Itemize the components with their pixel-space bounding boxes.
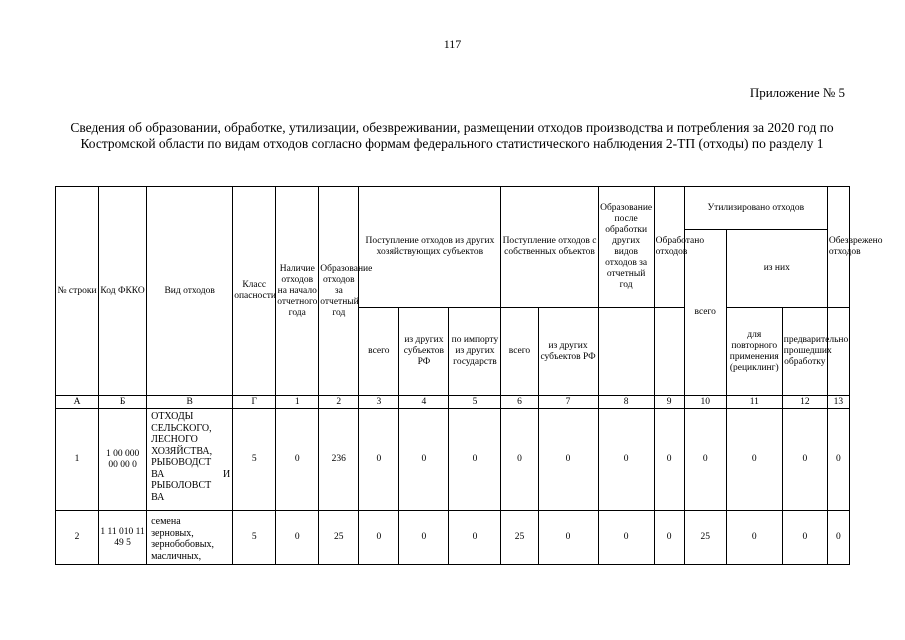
cell-value: 0 bbox=[726, 511, 782, 565]
waste-name-line: СЕЛЬСКОГО, bbox=[151, 422, 212, 434]
header-received-from-rf: из других субъектов РФ bbox=[399, 308, 449, 396]
hazard-class-value: 5 bbox=[233, 409, 276, 511]
cell-value: 0 bbox=[598, 511, 654, 565]
table-row bbox=[56, 511, 850, 565]
col-letter: 13 bbox=[827, 396, 849, 409]
header-blank-cell bbox=[598, 308, 654, 396]
waste-name-line: масличных, bbox=[151, 550, 202, 562]
col-letter: 3 bbox=[359, 396, 399, 409]
header-row-no: № строки bbox=[56, 187, 99, 396]
cell-value: 236 bbox=[319, 409, 359, 511]
waste-name-line: ЛЕСНОГО bbox=[151, 434, 198, 445]
cell-value: 0 bbox=[538, 409, 598, 511]
header-hazard-class: Класс опасности bbox=[233, 187, 276, 396]
table-row bbox=[56, 409, 850, 511]
col-letter: 1 bbox=[276, 396, 319, 409]
cell-value: 0 bbox=[359, 511, 399, 565]
header-received-own: Поступление отходов с собственных объектов bbox=[501, 187, 598, 308]
cell-value: 0 bbox=[726, 409, 782, 511]
cell-value: 0 bbox=[501, 409, 538, 511]
fkko-code: 1 00 000 00 00 0 bbox=[99, 409, 147, 511]
cell-value: 0 bbox=[654, 409, 684, 511]
waste-table bbox=[55, 186, 883, 565]
waste-name bbox=[147, 409, 233, 511]
waste-name-line: зерновых, bbox=[151, 527, 194, 539]
cell-value: 0 bbox=[359, 409, 399, 511]
col-letter: Б bbox=[99, 396, 147, 409]
header-waste-type: Вид отходов bbox=[147, 187, 233, 396]
header-start-balance: Наличие отходов на начало отчетного года bbox=[276, 187, 319, 396]
header-generated: Образование отходов за отчетный год bbox=[319, 187, 359, 396]
header-received-total: всего bbox=[359, 308, 399, 396]
header-reuse: для повторного применения (рециклинг) bbox=[726, 308, 782, 396]
header-blank-cell bbox=[654, 308, 684, 396]
cell-value: 25 bbox=[501, 511, 538, 565]
page-number: 117 bbox=[443, 37, 462, 51]
cell-value: 0 bbox=[684, 409, 726, 511]
row-number: 1 bbox=[56, 409, 99, 511]
row-number: 2 bbox=[56, 511, 99, 565]
cell-value: 0 bbox=[449, 511, 501, 565]
waste-name-line: ХОЗЯЙСТВА, bbox=[151, 445, 213, 457]
waste-name bbox=[147, 511, 233, 565]
cell-value: 0 bbox=[827, 511, 849, 565]
header-utilized-total: всего bbox=[684, 230, 726, 396]
column-letters-row bbox=[56, 396, 850, 409]
col-letter: В bbox=[147, 396, 233, 409]
waste-name-word: И bbox=[222, 468, 231, 480]
cell-value: 0 bbox=[276, 409, 319, 511]
col-letter: А bbox=[56, 396, 99, 409]
cell-value: 0 bbox=[782, 511, 827, 565]
header-received-others: Поступление отходов из других хозяйствующих субъектов bbox=[359, 187, 501, 308]
col-letter: 7 bbox=[538, 396, 598, 409]
header-pretreatment: предварительно прошедших обработку bbox=[782, 308, 827, 396]
col-letter: 10 bbox=[684, 396, 726, 409]
header-own-from-rf: из других субъектов РФ bbox=[538, 308, 598, 396]
cell-value: 0 bbox=[827, 409, 849, 511]
waste-name-line: семена bbox=[151, 516, 181, 527]
header-processed: Обработано отходов bbox=[654, 187, 684, 308]
header-fkko: Код ФККО bbox=[99, 187, 147, 396]
col-letter: 8 bbox=[598, 396, 654, 409]
header-utilized: Утилизировано отходов bbox=[684, 187, 827, 230]
col-letter: 9 bbox=[654, 396, 684, 409]
header-neutralized: Обезврежено отходов bbox=[827, 187, 849, 308]
cell-value: 0 bbox=[598, 409, 654, 511]
waste-name-line: РЫБОЛОВСТ bbox=[151, 480, 212, 491]
cell-value: 25 bbox=[319, 511, 359, 565]
hazard-class-value: 5 bbox=[233, 511, 276, 565]
waste-name-line: зернобобовых, bbox=[151, 539, 214, 550]
waste-name-line: ОТХОДЫ bbox=[151, 411, 194, 422]
col-letter: 11 bbox=[726, 396, 782, 409]
cell-value: 0 bbox=[399, 511, 449, 565]
cell-value: 0 bbox=[654, 511, 684, 565]
header-of-which: из них bbox=[726, 230, 827, 308]
header-own-total: всего bbox=[501, 308, 538, 396]
col-letter: 2 bbox=[319, 396, 359, 409]
cell-value: 25 bbox=[684, 511, 726, 565]
waste-name-line: РЫБОВОДСТ bbox=[151, 457, 212, 468]
cell-value: 0 bbox=[399, 409, 449, 511]
cell-value: 0 bbox=[538, 511, 598, 565]
fkko-code: 1 11 010 11 49 5 bbox=[99, 511, 147, 565]
waste-name-line-justified bbox=[151, 469, 230, 481]
header-after-processing: Образование после обработки других видов отходов за отчетный год bbox=[598, 187, 654, 308]
header-received-import: по импорту из других государств bbox=[449, 308, 501, 396]
cell-value: 0 bbox=[782, 409, 827, 511]
waste-name-line: ВА bbox=[151, 491, 165, 503]
col-letter: 5 bbox=[449, 396, 501, 409]
col-letter: 4 bbox=[399, 396, 449, 409]
appendix-label: Приложение № 5 bbox=[749, 85, 845, 100]
cell-value: 0 bbox=[276, 511, 319, 565]
document-title: Сведения об образовании, обработке, утилизации, обезвреживании, размещении отходов производства и потребления за 2020 год по Костромской области по видам отходов согласно формам федерального статистического наблюдения 2-ТП (отходы) по разделу 1 bbox=[70, 120, 834, 151]
cell-value: 0 bbox=[449, 409, 501, 511]
waste-name-word: ВА bbox=[151, 468, 165, 480]
col-letter: 6 bbox=[501, 396, 538, 409]
col-letter: 12 bbox=[782, 396, 827, 409]
col-letter: Г bbox=[233, 396, 276, 409]
